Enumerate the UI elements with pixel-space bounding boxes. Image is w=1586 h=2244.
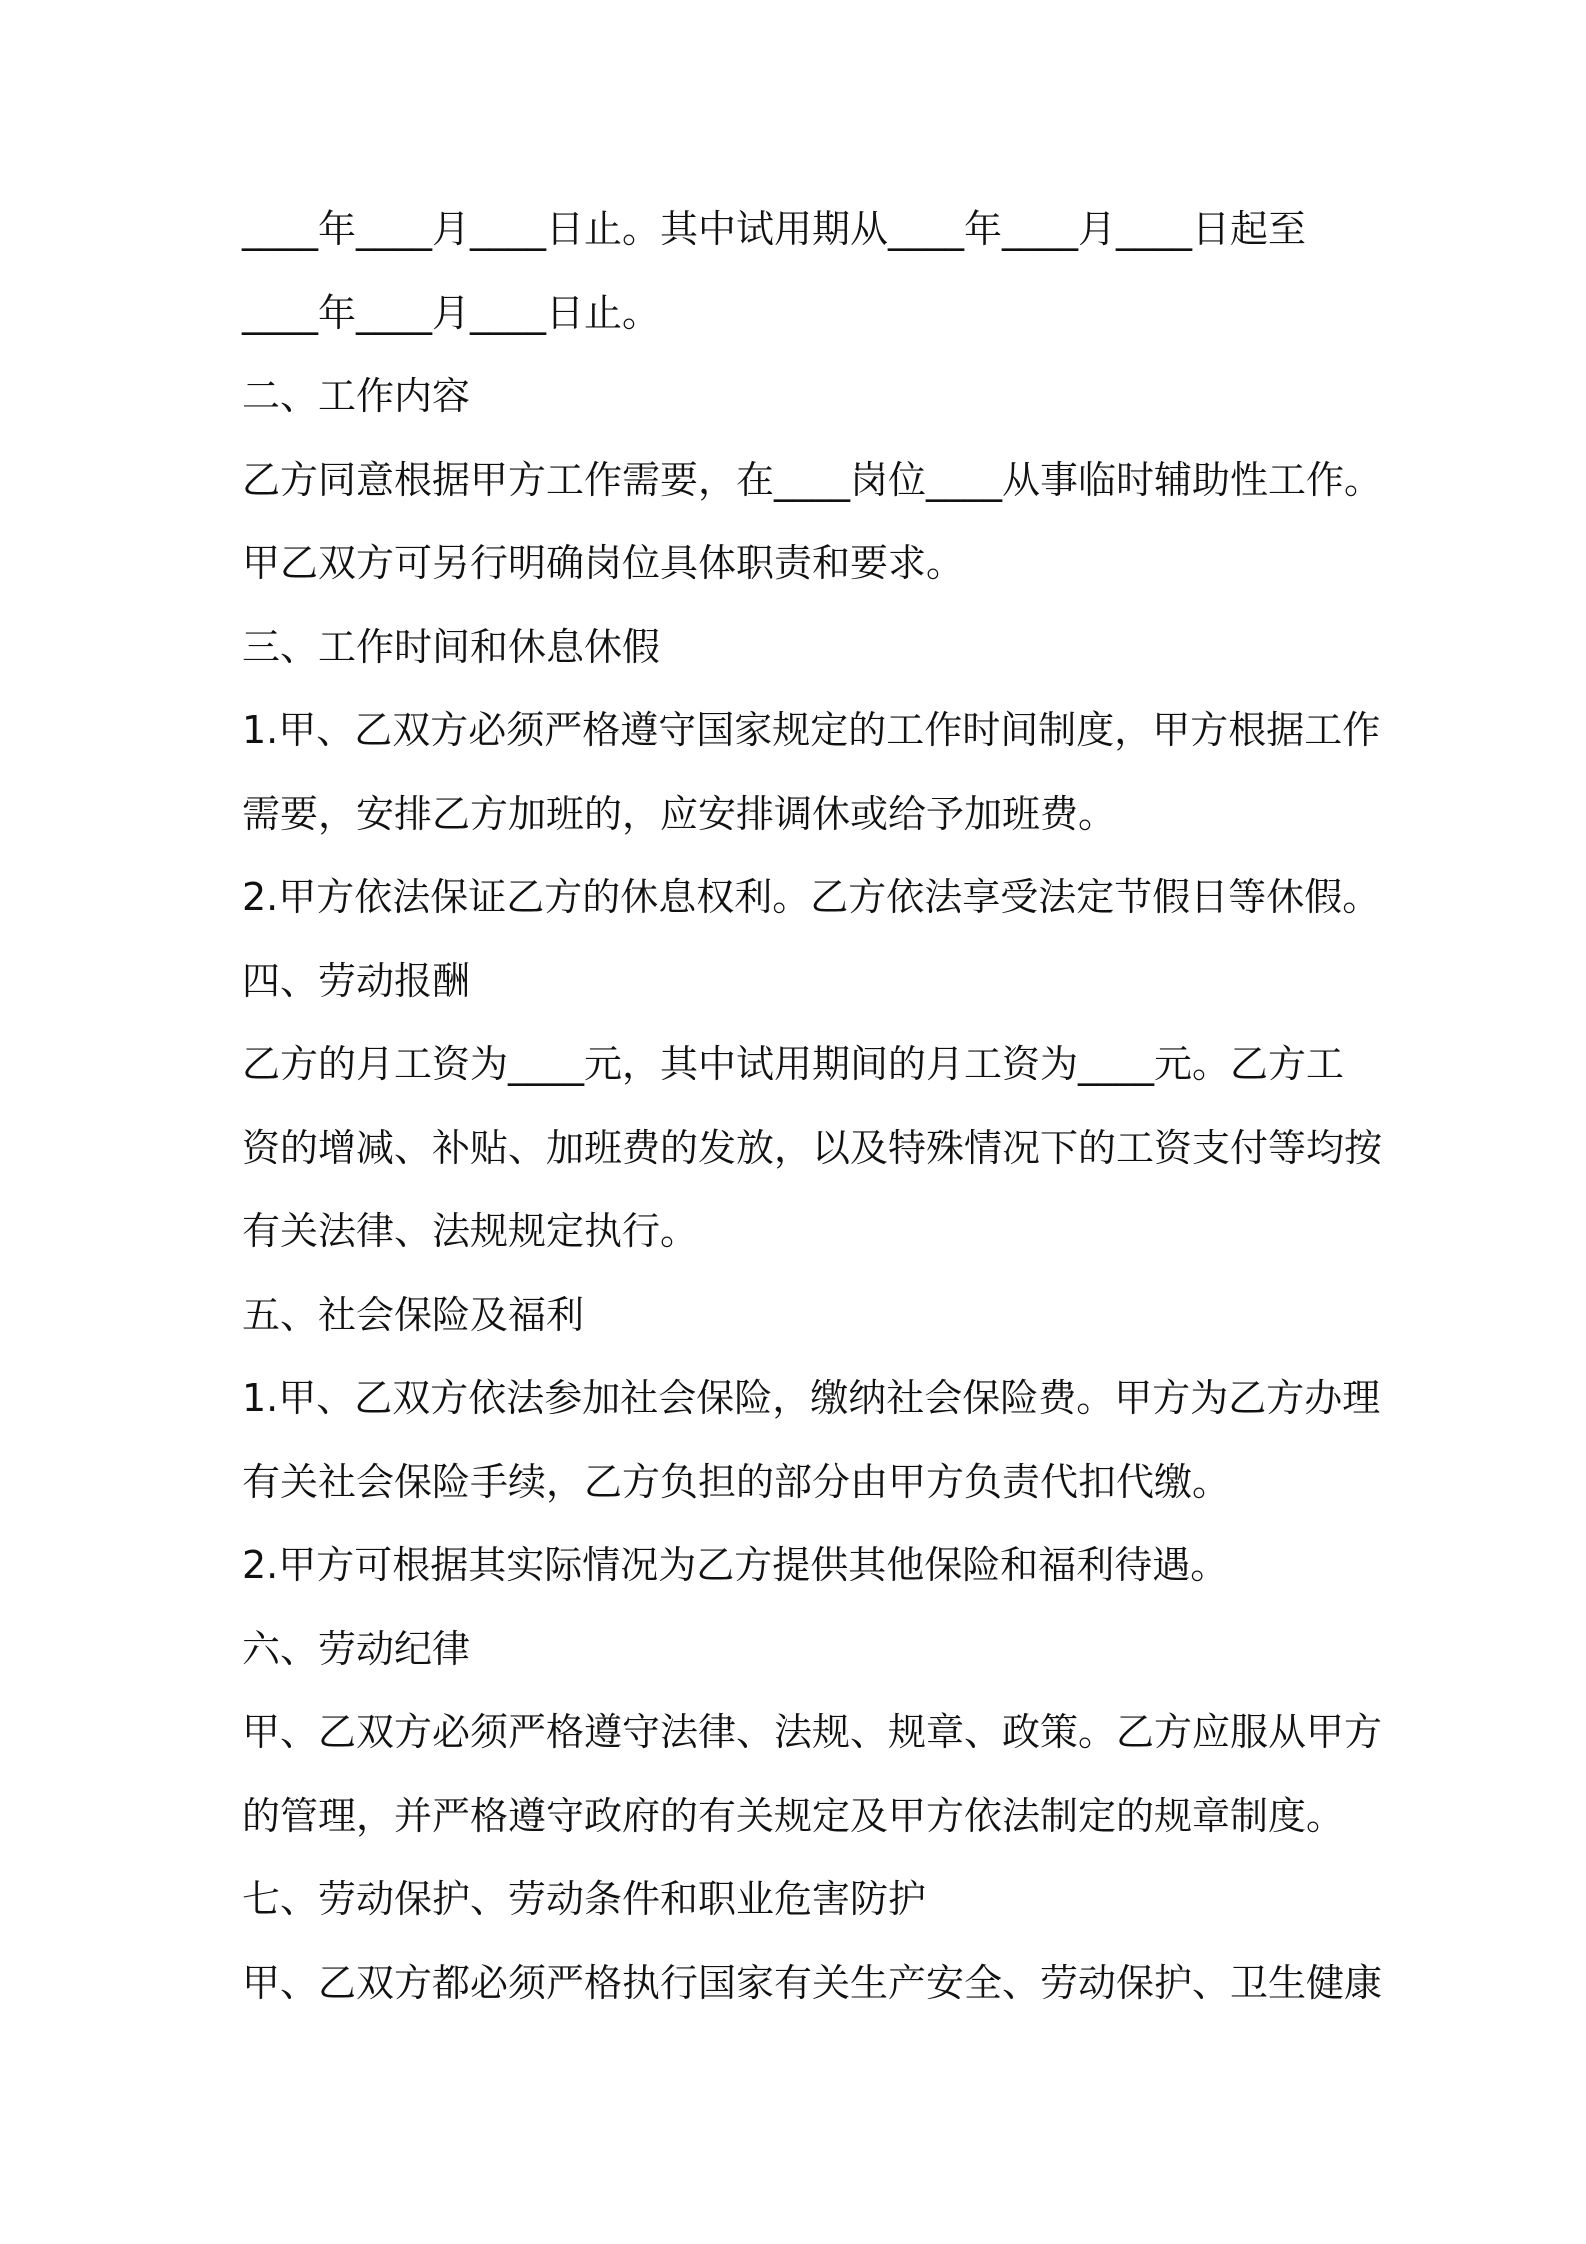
text-line: ____年____月____日止。其中试用期从____年____月____日起至	[242, 207, 1307, 251]
text-line: 甲乙双方可另行明确岗位具体职责和要求。	[242, 541, 965, 585]
text-line: ____年____月____日止。	[242, 290, 661, 335]
text-line: 甲、乙双方都必须严格执行国家有关生产安全、劳动保护、卫生健康	[242, 1960, 1383, 2005]
section-heading: 七、劳动保护、劳动条件和职业危害防护	[242, 1877, 927, 1921]
section-heading: 五、社会保险及福利	[242, 1292, 585, 1337]
section-heading: 六、劳动纪律	[242, 1626, 471, 1671]
section-heading: 三、工作时间和休息休假	[242, 624, 661, 669]
text-line: 的管理，并严格遵守政府的有关规定及甲方依法制定的规章制度。	[242, 1793, 1345, 1838]
text-line: 1.甲、乙双方依法参加社会保险，缴纳社会保险费。甲方为乙方办理	[242, 1376, 1381, 1420]
text-line: 甲、乙双方必须严格遵守法律、法规、规章、政策。乙方应服从甲方	[242, 1710, 1383, 1754]
text-line: 2.甲方可根据其实际情况为乙方提供其他保险和福利待遇。	[242, 1543, 1229, 1587]
document-body	[242, 188, 1383, 2025]
text-line: 需要，安排乙方加班的，应安排调休或给予加班费。	[242, 791, 1117, 836]
text-line: 1.甲、乙双方必须严格遵守国家规定的工作时间制度，甲方根据工作	[242, 708, 1381, 752]
text-line: 2.甲方依法保证乙方的休息权利。乙方依法享受法定节假日等休假。	[242, 875, 1381, 919]
text-line: 资的增减、补贴、加班费的发放，以及特殊情况下的工资支付等均按	[242, 1125, 1383, 1170]
text-line: 乙方同意根据甲方工作需要，在____岗位____从事临时辅助性工作。	[242, 457, 1383, 502]
text-line: 乙方的月工资为____元，其中试用期间的月工资为____元。乙方工	[242, 1042, 1345, 1086]
text-line: 有关社会保险手续，乙方负担的部分由甲方负责代扣代缴。	[242, 1459, 1231, 1504]
section-heading: 二、工作内容	[242, 374, 471, 418]
section-heading: 四、劳动报酬	[242, 958, 471, 1003]
text-line: 有关法律、法规规定执行。	[242, 1209, 699, 1253]
